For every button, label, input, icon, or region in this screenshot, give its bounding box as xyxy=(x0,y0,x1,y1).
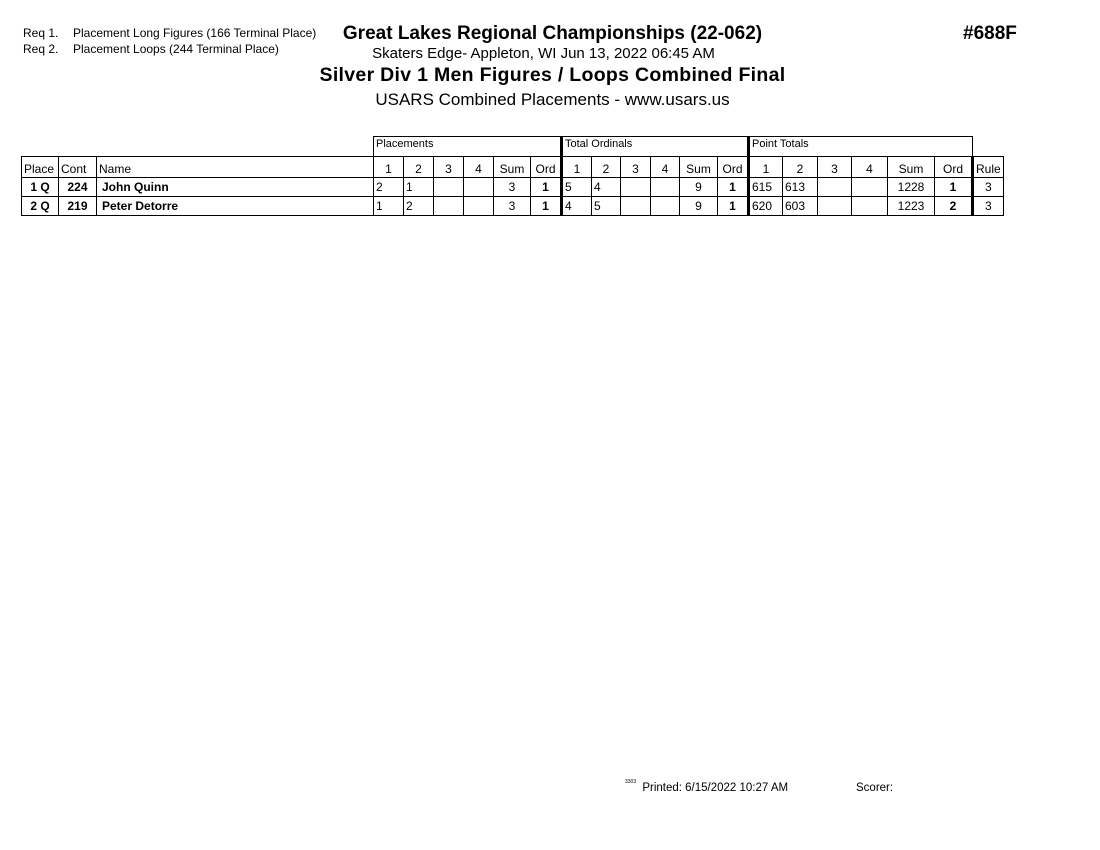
col-name: Name xyxy=(97,157,374,178)
col-points-1: 1 xyxy=(749,157,783,178)
cell-ordinal-3 xyxy=(621,178,651,197)
cell-ordinal-ord: 1 xyxy=(718,178,749,197)
cell-ordinal-1: 5 xyxy=(562,178,592,197)
group-header-row xyxy=(22,137,1004,157)
cell-placement-3 xyxy=(434,178,464,197)
cell-placement-ord: 1 xyxy=(531,197,562,216)
report-mark: 3303 xyxy=(625,779,637,785)
cell-cont: 224 xyxy=(59,178,97,197)
cell-placement-3 xyxy=(434,197,464,216)
requirement-text: Placement Loops (244 Terminal Place) xyxy=(73,42,279,56)
col-placement-1: 1 xyxy=(374,157,404,178)
cell-placement-4 xyxy=(464,197,494,216)
table-row xyxy=(22,178,1004,197)
cell-placement-sum: 3 xyxy=(494,178,531,197)
cell-place: 1 Q xyxy=(22,178,59,197)
scorer-label: Scorer: xyxy=(856,782,894,794)
event-code: #688F xyxy=(963,23,1017,44)
col-points-3: 3 xyxy=(818,157,852,178)
cell-rule: 3 xyxy=(973,178,1004,197)
source-line: USARS Combined Placements - www.usars.us xyxy=(375,90,730,109)
competition-venue-date: Skaters Edge- Appleton, WI Jun 13, 2022 06:45 AM xyxy=(372,45,715,62)
requirement-number: Req 2. xyxy=(23,42,59,56)
group-point-totals: Point Totals xyxy=(749,137,973,157)
col-placement-sum: Sum xyxy=(494,157,531,178)
cell-points-1: 620 xyxy=(749,197,783,216)
col-ordinal-1: 1 xyxy=(562,157,592,178)
cell-points-4 xyxy=(852,197,888,216)
col-placement-2: 2 xyxy=(404,157,434,178)
cell-ordinal-2: 4 xyxy=(592,178,621,197)
cell-points-4 xyxy=(852,178,888,197)
group-placements: Placements xyxy=(374,137,562,157)
cell-points-2: 613 xyxy=(783,178,818,197)
col-placement-3: 3 xyxy=(434,157,464,178)
column-header-row xyxy=(22,157,1004,178)
col-cont: Cont xyxy=(59,157,97,178)
cell-ordinal-sum: 9 xyxy=(680,178,718,197)
cell-points-ord: 2 xyxy=(935,197,973,216)
cell-ordinal-ord: 1 xyxy=(718,197,749,216)
cell-ordinal-3 xyxy=(621,197,651,216)
cell-ordinal-4 xyxy=(651,178,680,197)
table-row xyxy=(22,197,1004,216)
col-ordinal-sum: Sum xyxy=(680,157,718,178)
cell-rule: 3 xyxy=(973,197,1004,216)
col-ordinal-ord: Ord xyxy=(718,157,749,178)
col-points-4: 4 xyxy=(852,157,888,178)
cell-placement-sum: 3 xyxy=(494,197,531,216)
col-points-ord: Ord xyxy=(935,157,973,178)
col-ordinal-2: 2 xyxy=(592,157,621,178)
cell-placement-2: 2 xyxy=(404,197,434,216)
cell-placement-2: 1 xyxy=(404,178,434,197)
cell-points-sum: 1223 xyxy=(888,197,935,216)
cell-name: Peter Detorre xyxy=(97,197,374,216)
event-title: Silver Div 1 Men Figures / Loops Combined Final xyxy=(319,64,786,86)
cell-placement-ord: 1 xyxy=(531,178,562,197)
cell-ordinal-sum: 9 xyxy=(680,197,718,216)
col-rule: Rule xyxy=(973,157,1004,178)
print-info xyxy=(625,779,789,794)
results-table xyxy=(21,136,1004,216)
cell-points-ord: 1 xyxy=(935,178,973,197)
group-total-ordinals: Total Ordinals xyxy=(562,137,749,157)
cell-name: John Quinn xyxy=(97,178,374,197)
col-points-2: 2 xyxy=(783,157,818,178)
competition-title: Great Lakes Regional Championships (22-062) xyxy=(342,23,763,44)
cell-placement-4 xyxy=(464,178,494,197)
cell-ordinal-4 xyxy=(651,197,680,216)
cell-place: 2 Q xyxy=(22,197,59,216)
cell-ordinal-1: 4 xyxy=(562,197,592,216)
col-points-sum: Sum xyxy=(888,157,935,178)
cell-placement-1: 2 xyxy=(374,178,404,197)
col-placement-ord: Ord xyxy=(531,157,562,178)
cell-points-2: 603 xyxy=(783,197,818,216)
requirement-text: Placement Long Figures (166 Terminal Place) xyxy=(73,26,317,40)
col-placement-4: 4 xyxy=(464,157,494,178)
col-place: Place xyxy=(22,157,59,178)
cell-placement-1: 1 xyxy=(374,197,404,216)
requirement-number: Req 1. xyxy=(23,26,59,40)
col-ordinal-4: 4 xyxy=(651,157,680,178)
cell-ordinal-2: 5 xyxy=(592,197,621,216)
col-ordinal-3: 3 xyxy=(621,157,651,178)
cell-points-3 xyxy=(818,197,852,216)
cell-points-sum: 1228 xyxy=(888,178,935,197)
cell-points-3 xyxy=(818,178,852,197)
cell-points-1: 615 xyxy=(749,178,783,197)
printed-timestamp: Printed: 6/15/2022 10:27 AM xyxy=(642,782,789,794)
cell-cont: 219 xyxy=(59,197,97,216)
